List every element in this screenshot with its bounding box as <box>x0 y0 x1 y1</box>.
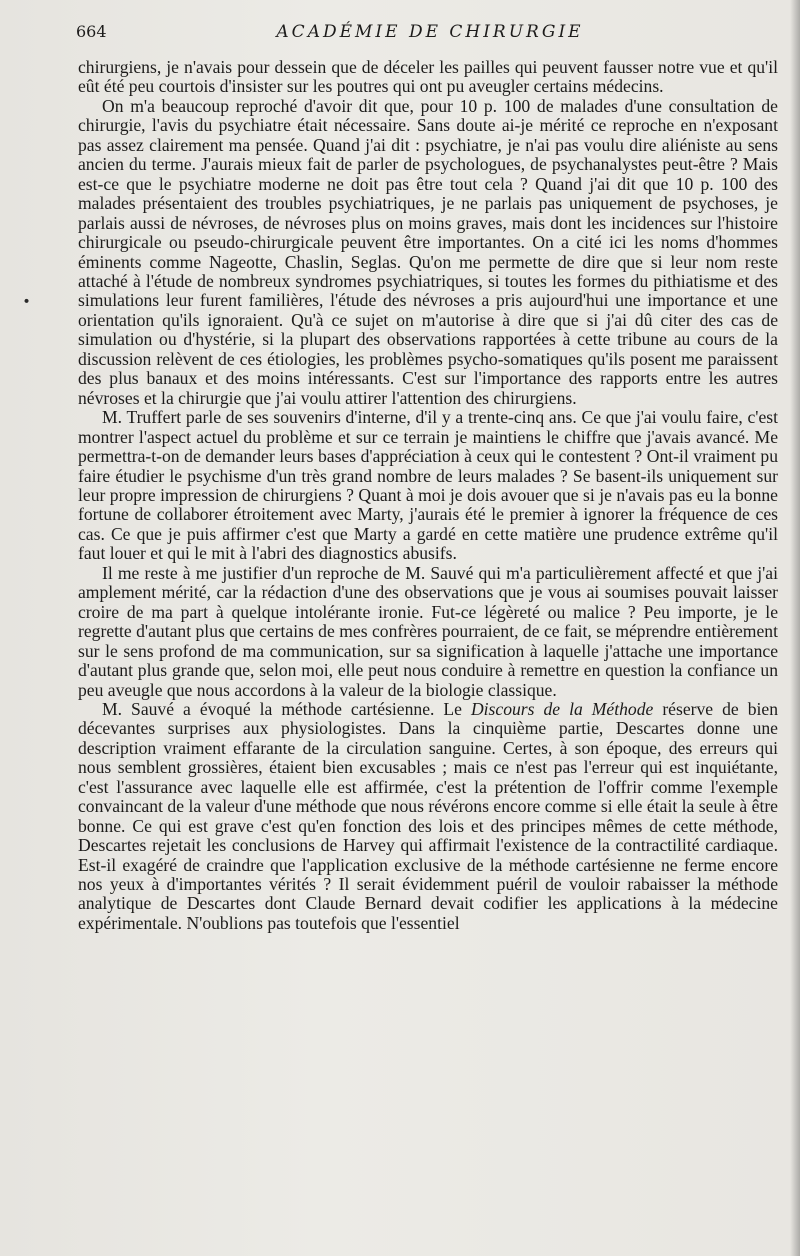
running-title: ACADÉMIE DE CHIRURGIE <box>276 22 584 42</box>
paragraph-methode-cartesienne <box>78 700 778 933</box>
paragraph-continuation: chirurgiens, je n'avais pour dessein que de déceler les pailles qui peuvent fausser notre vue et qu'il eût été peu courtois d'insister sur les poutres qui ont pu aveugler certains médecins. <box>78 57 778 97</box>
page-header <box>76 22 784 48</box>
paragraph-text-before-title: M. Sauvé a évoqué la méthode cartésienne. Le <box>102 698 471 719</box>
margin-mark: • <box>19 293 33 311</box>
book-title: Discours de la Méthode <box>470 698 654 719</box>
page-number: 664 <box>76 22 107 41</box>
paragraph-text-after-title: réserve de bien décevantes surprises aux physiologistes. Dans la cinquième partie, Descartes donne une description vraiment effarante de la circulation sanguine. Certes, à son époque, des erreurs qui nous semblent grossières, étaient bien excusables ; mais ce n'est pas l'erreur qui est inquiétante, c'est l'assurance avec laquelle elle est affirmée, c'est la prétention de l'offrir comme l'exemple convaincant de la valeur d'une méthode que nous révérons encore comme si elle était la seule à être bonne. Ce qui est grave c'est qu'en fonction des lois et des principes mêmes de cette méthode, Descartes rejetait les conclusions de Harvey qui affirmait l'existence de la contractilité cardiaque. Est-il exagéré de craindre que l'application exclusive de la méthode cartésienne ne ferme encore nos yeux à d'importantes vérités ? Il serait évidemment puéril de vouloir rabaisser la méthode analytique de Descartes dont Claude Bernard devait codifier les applications à la médecine expérimentale. N'oublions pas toutefois que l'essentiel <box>78 698 778 933</box>
body-text <box>78 58 778 933</box>
paragraph-psychiatre: On m'a beaucoup reproché d'avoir dit que, pour 10 p. 100 de malades d'une consultation de chirurgie, l'avis du psychiatre était nécessaire. Sans doute ai-je mérité ce reproche en n'exposant pas assez clairement ma pensée. Quand j'ai dit : psychiatre, je n'ai pas voulu dire aliéniste au sens ancien du terme. J'aurais mieux fait de parler de psychologues, de psychanalystes peut-être ? Mais est-ce que le psychiatre moderne ne doit pas être tout cela ? Quand j'ai dit que 10 p. 100 des malades présentaient des troubles psychiatriques, je ne parlais pas uniquement de psychoses, je parlais aussi de névroses, de névroses plus on moins graves, mais dont les incidences sur l'histoire chirurgicale ou pseudo-chirurgicale peuvent être importantes. On a cité ici les noms d'hommes éminents comme Nageotte, Chaslin, Seglas. Qu'on me permette de dire que si leur nom reste attaché à l'étude de nombreux syndromes psychiatriques, si toutes les formes du pithiatisme et des simulations leur furent familières, l'étude des névroses a pris aujourd'hui une importance et une orientation qu'ils ignoraient. Qu'à ce sujet on m'autorise à dire que si j'ai dû citer des cas de simulation ou d'hystérie, si la plupart des observations rapportées à cette tribune au cours de la discussion relèvent de ces étiologies, les problèmes psycho-somatiques qu'ils posent me paraissent des plus banaux et des moins intéressants. C'est sur l'importance des rapports entre les autres névroses et la chirurgie que j'ai voulu attirer l'attention des chirurgiens. <box>78 95 778 408</box>
page-edge-shadow <box>790 0 800 1256</box>
paragraph-truffert: M. Truffert parle de ses souvenirs d'interne, d'il y a trente-cinq ans. Ce que j'ai voulu faire, c'est montrer l'aspect actuel du problème et sur ce terrain je maintiens le chiffre que j'avais avancé. Me permettra-t-on de demander leurs bases d'appréciation à ceux qui le contestent ? Ont-il vraiment pu faire étudier le psychisme d'un très grand nombre de leurs malades ? Se basent-ils uniquement sur leur propre impression de chirurgiens ? Quant à moi je dois avouer que si je n'avais pas eu la bonne fortune de collaborer étroitement avec Marty, j'aurais été le premier à ignorer la fréquence de ces cas. Ce que je puis affirmer c'est que Marty a gardé en cette matière une prudence extrême qu'il faut louer et qui le mit à l'abri des diagnostics abusifs. <box>78 407 778 564</box>
paragraph-sauve-reproche: Il me reste à me justifier d'un reproche de M. Sauvé qui m'a particulièrement affecté et que j'ai amplement mérité, car la rédaction d'une des observations que je vous ai soumises pouvait laisser croire de ma part à quelque intolérante ironie. Fut-ce légèreté ou malice ? Peu importe, je le regrette d'autant plus que certains de mes confrères pourraient, de ce fait, se méprendre entièrement sur le sens profond de ma communication, sur sa signification à laquelle j'attache une importance d'autant plus grande que, selon moi, elle peut nous conduire à remettre en question la confiance un peu aveugle que nous accordons à la valeur de la biologie classique. <box>78 562 778 700</box>
